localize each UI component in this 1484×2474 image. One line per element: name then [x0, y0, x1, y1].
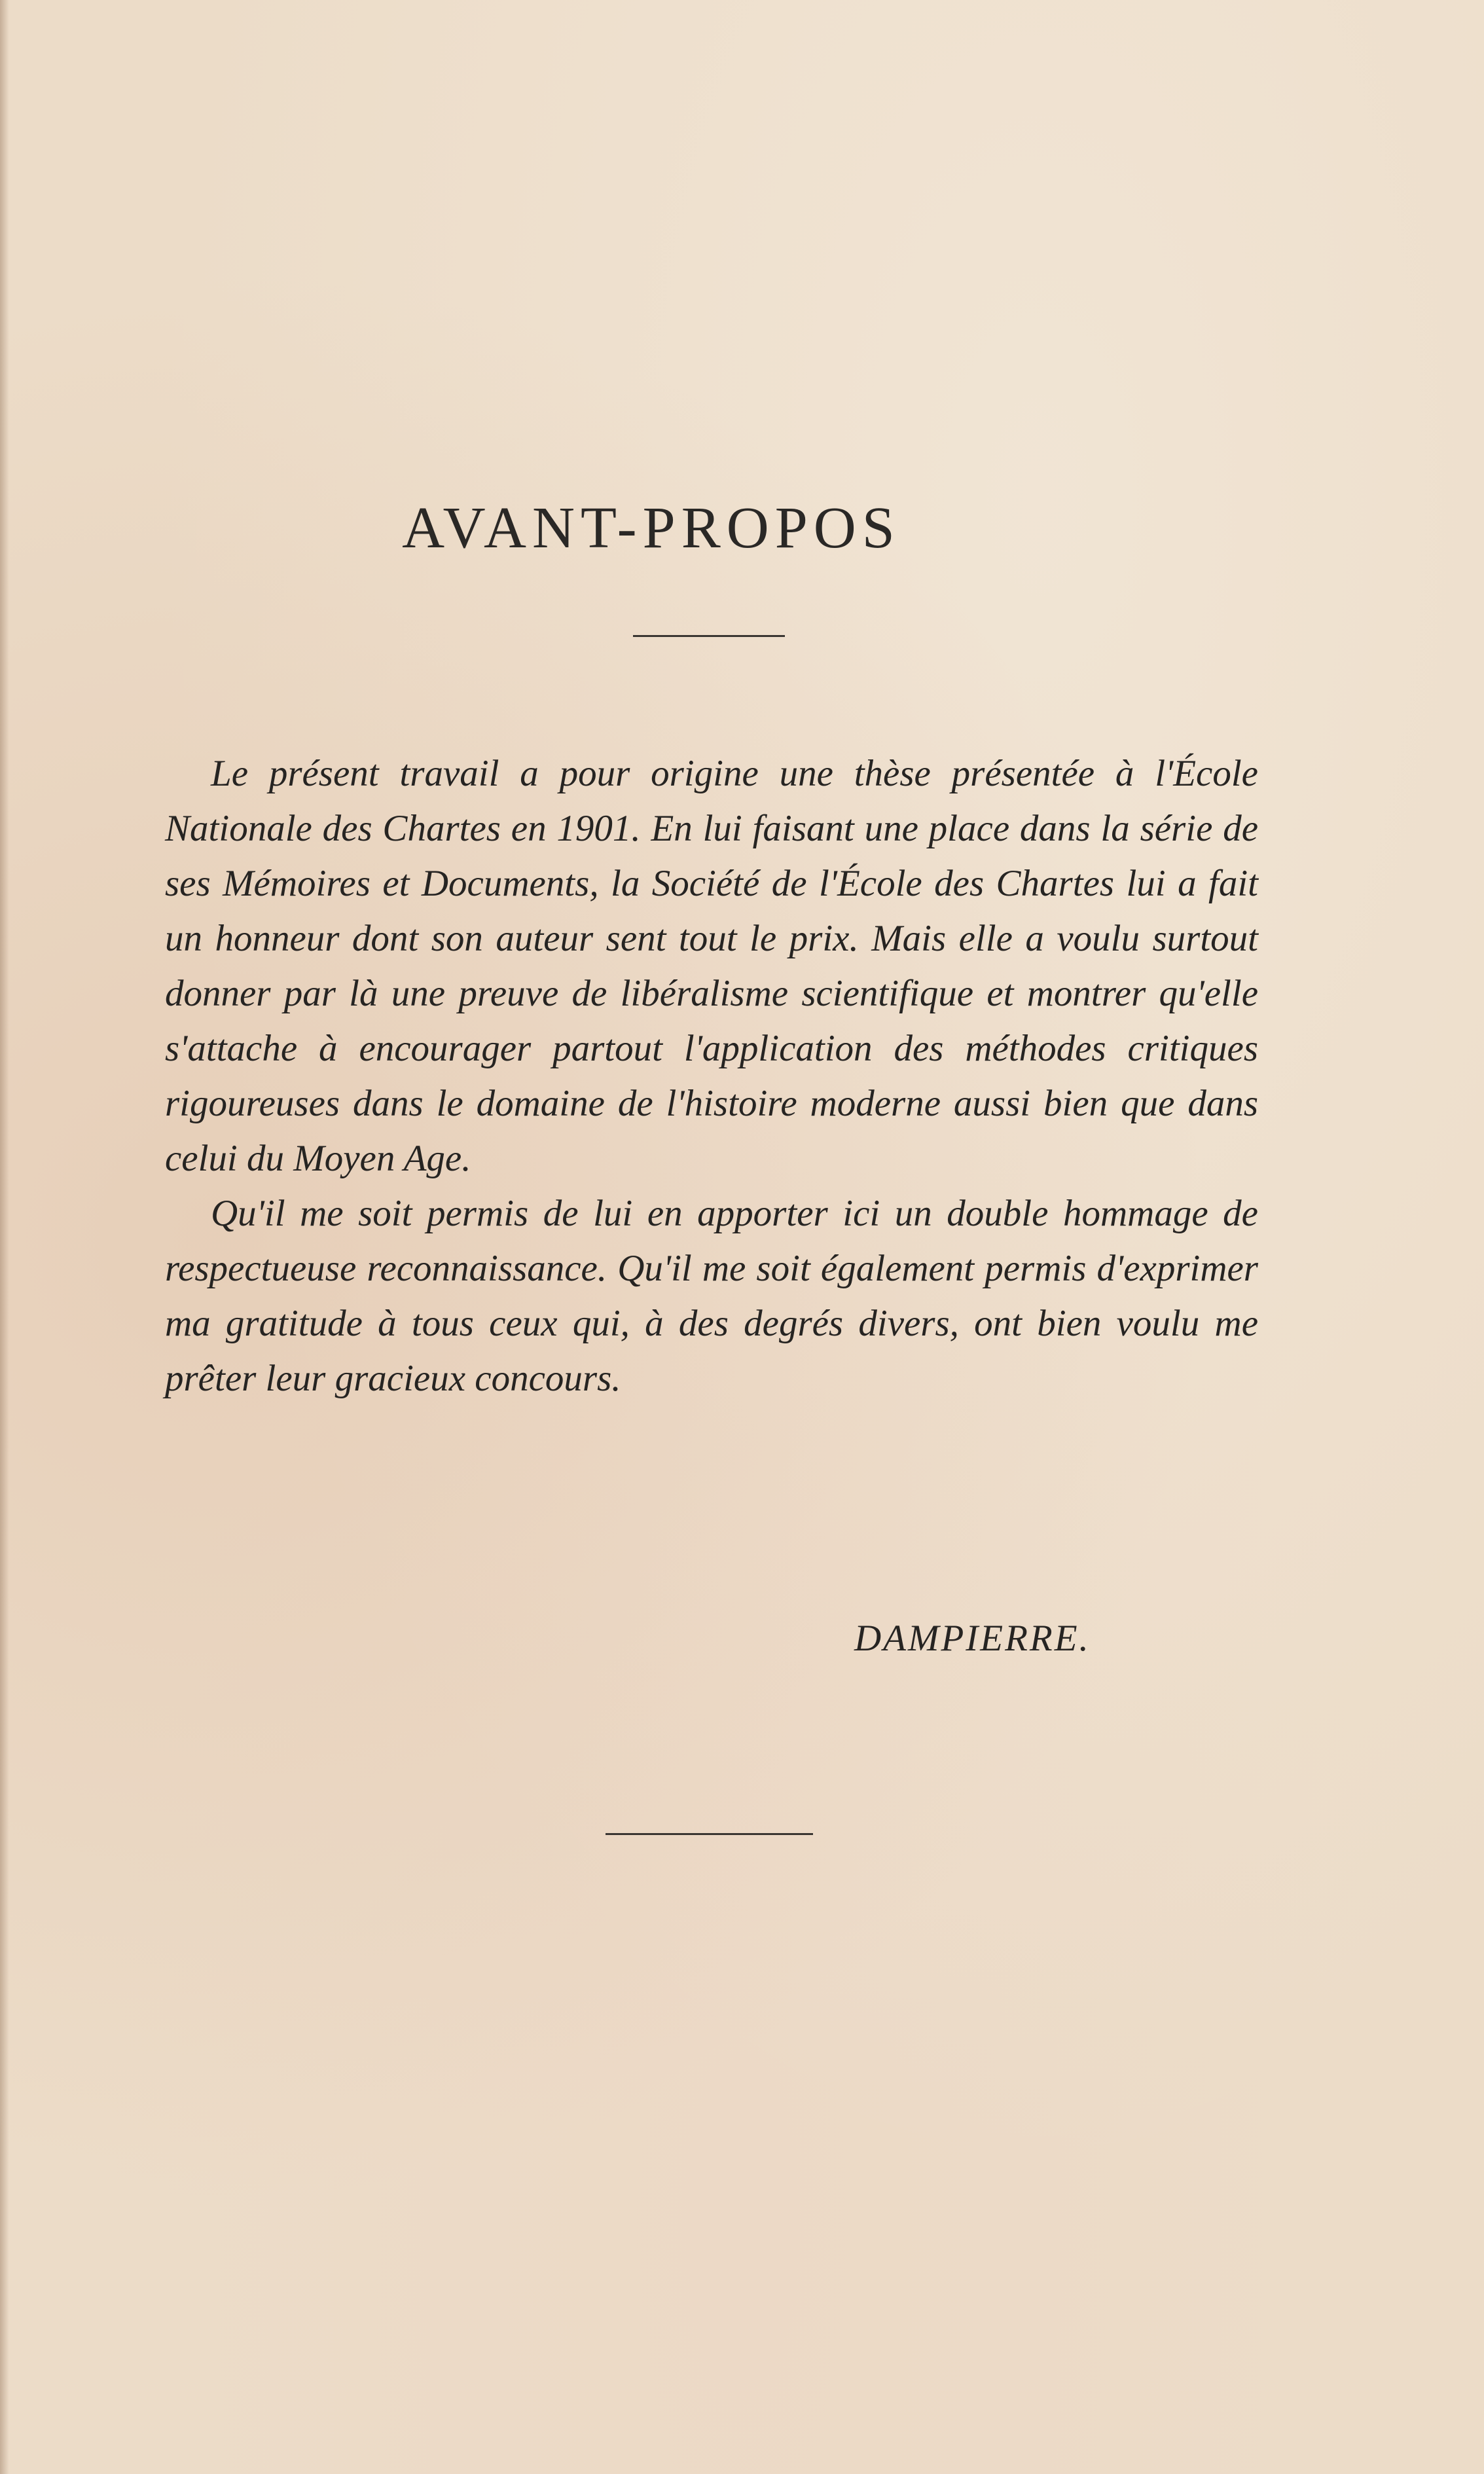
- page-spine-edge: [0, 0, 9, 2474]
- title-divider: [633, 635, 785, 637]
- paragraph-1: Le présent travail a pour origine une thèse présentée à l'École Nationale des Chartes en 1901. En lui faisant une place dans la série de ses Mémoires et Documents, la Société de l'École des Chartes lui a fait un honneur dont son auteur sent tout le prix. Mais elle a voulu surtout donner par là une preuve de libéralisme scientifique et montrer qu'elle s'attache à encourager partout l'application des méthodes critiques rigoureuses dans le domaine de l'histoire moderne aussi bien que dans celui du Moyen Age.: [165, 753, 1258, 1179]
- author-signature: DAMPIERRE.: [854, 1618, 1091, 1659]
- closing-divider: [606, 1833, 813, 1835]
- paragraph-2: Qu'il me soit permis de lui en apporter ici un double hommage de respectueuse reconnaissance. Qu'il me soit également permis d'exprimer ma gratitude à tous ceux qui, à des degrés divers, ont bien voulu me prêter leur gracieux concours.: [165, 1193, 1258, 1399]
- page-title: AVANT-PROPOS: [402, 496, 901, 560]
- foreword-body: [165, 746, 1258, 1406]
